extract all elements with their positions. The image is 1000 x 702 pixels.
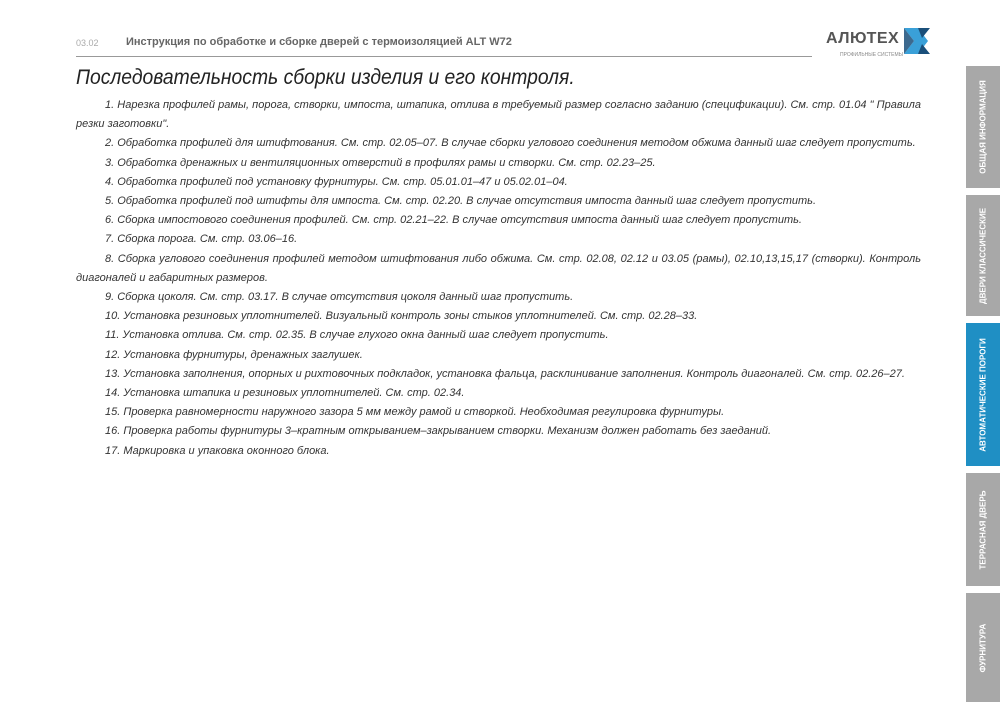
tab-label: АВТОМАТИЧЕСКИЕ ПОРОГИ: [978, 337, 988, 452]
step-item: 15. Проверка равномерности наружного зазора 5 мм между рамой и створкой. Необходимая регулировка фурнитуры.: [105, 406, 725, 419]
step-item: 7. Сборка порога. См. стр. 03.06–16.: [105, 233, 298, 246]
tab-label: ФУРНИТУРА: [978, 623, 988, 672]
tab-classic-doors[interactable]: [966, 195, 1000, 316]
step-item: 8. Сборка углового соединения профилей методом штифтования либо обжима. См. стр. 02.08, 02.12 и 03.05 (рамы), 02.10,13,15,17 (створки). Контроль диагоналей и габаритных размеров.: [76, 252, 921, 284]
logo-text: АЛЮТЕХ: [826, 30, 900, 47]
tab-general-info[interactable]: [966, 66, 1000, 188]
tab-label: ОБЩАЯ ИНФОРМАЦИЯ: [978, 80, 988, 174]
tab-automatic-thresholds[interactable]: [966, 323, 1000, 466]
document-title: Инструкция по обработке и сборке дверей с термоизоляцией ALT W72: [126, 36, 512, 48]
tab-terrace-door[interactable]: [966, 473, 1000, 586]
step-item: 5. Обработка профилей под штифты для импоста. См. стр. 02.20. В случае отсутствия импоста данный шаг следует пропустить.: [105, 195, 817, 208]
step-item: 9. Сборка цоколя. См. стр. 03.17. В случае отсутствия цоколя данный шаг пропустить.: [105, 291, 574, 304]
steps-list: [76, 96, 921, 461]
tab-hardware[interactable]: [966, 593, 1000, 702]
step-item: 2. Обработка профилей для штифтования. См. стр. 02.05–07. В случае сборки углового соединения методом обжима данный шаг следует пропустить.: [105, 137, 916, 150]
step-item: 13. Установка заполнения, опорных и рихтовочных подкладок, установка фальца, расклинивание заполнения. Контроль диагоналей. См. стр. 02.26–27.: [105, 367, 905, 380]
step-item: 16. Проверка работы фурнитуры 3–кратным открыванием–закрыванием створки. Механизм должен работать без заеданий.: [105, 425, 772, 438]
step-item: 11. Установка отлива. См. стр. 02.35. В случае глухого окна данный шаг следует пропустить.: [105, 329, 609, 342]
step-item: 12. Установка фурнитуры, дренажных заглушек.: [105, 348, 363, 361]
brand-logo: [826, 24, 936, 60]
step-item: 3. Обработка дренажных и вентиляционных отверстий в профилях рамы и створки. См. стр. 02.23–25.: [105, 156, 656, 169]
tab-label: ДВЕРИ КЛАССИЧЕСКИЕ: [978, 207, 988, 304]
step-item: 10. Установка резиновых уплотнителей. Визуальный контроль зоны стыков уплотнителей. См. стр. 02.28–33.: [105, 310, 698, 323]
step-item: 1. Нарезка профилей рамы, порога, створки, импоста, штапика, отлива в требуемый размер согласно заданию (спецификации). См. стр. 01.04 " Правила резки заготовки".: [76, 99, 921, 131]
section-tabs: [966, 0, 1000, 702]
section-title: Последовательность сборки изделия и его контроля.: [76, 66, 575, 89]
tab-label: ТЕРРАСНАЯ ДВЕРЬ: [978, 490, 988, 569]
logo-subtitle: ПРОФИЛЬНЫЕ СИСТЕМЫ: [840, 52, 904, 58]
page-header: [76, 36, 812, 57]
page-number: 03.02: [76, 38, 99, 48]
step-item: 6. Сборка импостового соединения профилей. См. стр. 02.21–22. В случае отсутствия импоста данный шаг следует пропустить.: [105, 214, 802, 227]
step-item: 17. Маркировка и упаковка оконного блока.: [105, 444, 330, 457]
step-item: 4. Обработка профилей под установку фурнитуры. См. стр. 05.01.01–47 и 05.02.01–04.: [105, 175, 568, 188]
step-item: 14. Установка штапика и резиновых уплотнителей. См. стр. 02.34.: [105, 387, 465, 400]
logo-mark-icon: [902, 26, 932, 56]
